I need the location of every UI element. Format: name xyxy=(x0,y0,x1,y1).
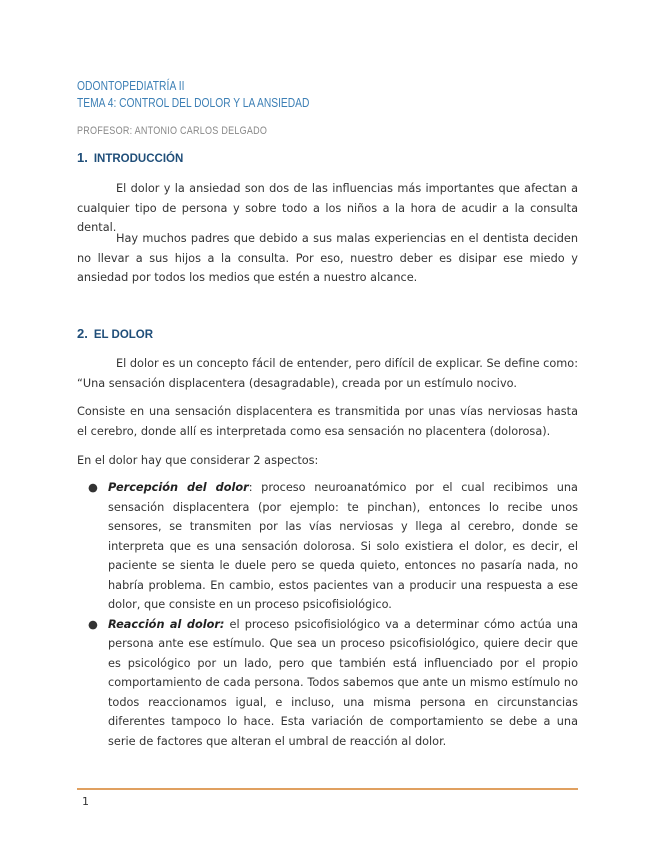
aspects-list xyxy=(77,478,578,751)
paragraph: Consiste en una sensación displacentera es transmitida por unas vías nerviosas hasta el cerebro, donde allí es interpretada como esa sensación no placentera (dolorosa). xyxy=(77,405,578,438)
bullet-icon: ● xyxy=(88,481,98,494)
paragraph: El dolor y la ansiedad son dos de las influencias más importantes que afectan a cualquier tipo de persona y sobre todo a los niños a la hora de acudir a la consulta dental. xyxy=(77,182,578,234)
page-number: 1 xyxy=(82,795,89,808)
footer-divider xyxy=(77,788,578,790)
topic-title: TEMA 4: CONTROL DEL DOLOR Y LA ANSIEDAD xyxy=(77,96,310,110)
bullet-text: : proceso neuroanatómico por el cual recibimos una sensación displacentera (por ejemplo: te pinchan), entonces lo recibe unos sensores, se transmiten por las vías nerviosas y llega al cerebro, donde se interpreta que es una sensación dolorosa. Si solo existiera el dolor, es decir, el paciente se sienta le duele pero se queda quieto, entonces no pasaría nada, no habría problema. En cambio, estos pacientes van a producir una respuesta a ese dolor, que consiste en un proceso psicofisiológico. xyxy=(108,481,578,611)
list-item xyxy=(77,615,578,752)
section-title: EL DOLOR xyxy=(93,329,154,341)
professor-line: PROFESOR: ANTONIO CARLOS DELGADO xyxy=(77,125,268,137)
section-number: 1. xyxy=(77,150,88,165)
bullet-term: Percepción del dolor xyxy=(108,481,249,494)
paragraph: En el dolor hay que considerar 2 aspectos: xyxy=(77,454,319,467)
bullet-text: el proceso psicofisiológico va a determinar cómo actúa una persona ante ese estímulo. Que sea un proceso psicofisiológico, quiere decir que es psicológico por un lado, pero que también está influenciado por el propio comportamiento de cada persona. Todos sabemos que ante un mismo estímulo no todos reaccionamos igual, e incluso, una misma persona en circunstancias diferentes tampoco lo hace. Esta variación de comportamiento se debe a una serie de factores que alteran el umbral de reacción al dolor. xyxy=(108,617,579,748)
section-number: 2. xyxy=(77,326,88,341)
bullet-icon: ● xyxy=(88,617,98,631)
section-heading-introduccion xyxy=(77,150,183,165)
course-title: ODONTOPEDIATRÍA II xyxy=(77,79,185,93)
paragraph: El dolor es un concepto fácil de entender, pero difícil de explicar. Se define como: “Una sensación displacentera (desagradable), creada por un estímulo nocivo. xyxy=(77,357,578,390)
paragraph: Hay muchos padres que debido a sus malas experiencias en el dentista deciden no llevar a sus hijos a la consulta. Por eso, nuestro deber es disipar ese miedo y ansiedad por todos los medios que estén a nuestro alcance. xyxy=(77,232,578,284)
bullet-term: Reacción al dolor: xyxy=(108,617,225,631)
section-heading-el-dolor xyxy=(77,326,153,341)
section-title: INTRODUCCIÓN xyxy=(93,153,184,165)
list-item xyxy=(77,478,578,615)
